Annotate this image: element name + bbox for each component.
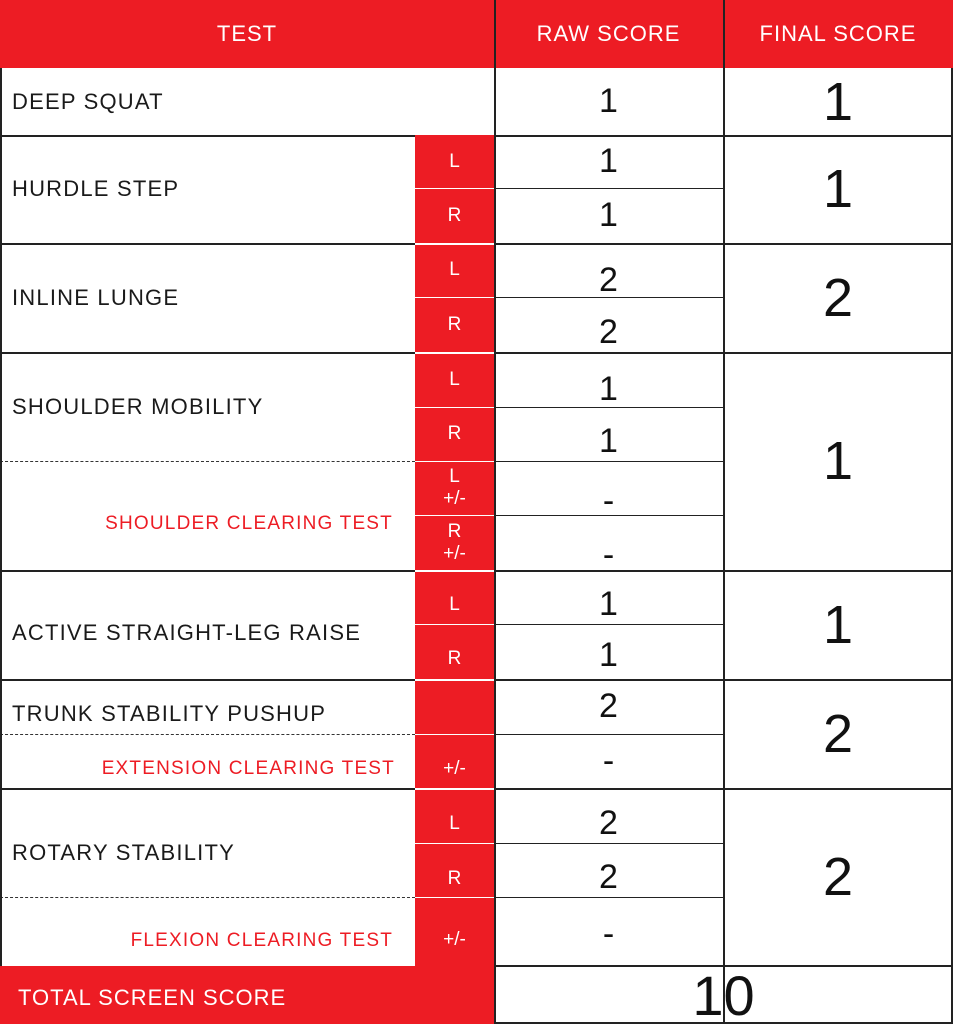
side-left: L bbox=[449, 150, 460, 172]
raw-score: 1 bbox=[599, 370, 618, 408]
side-left: L bbox=[449, 259, 460, 280]
total-screen-score-value: 10 bbox=[692, 963, 755, 1027]
final-score: 2 bbox=[822, 846, 854, 907]
raw-score: 1 bbox=[599, 421, 618, 460]
raw-score: 2 bbox=[599, 312, 618, 351]
header-test: TEST bbox=[216, 21, 278, 46]
raw-score: - bbox=[602, 914, 615, 953]
test-inline-lunge: INLINE LUNGE bbox=[12, 284, 180, 310]
raw-score: 1 bbox=[599, 82, 618, 120]
side-left: L bbox=[449, 594, 460, 615]
raw-score: - bbox=[602, 481, 615, 520]
raw-score: 1 bbox=[599, 142, 618, 180]
shoulder-clearing-test: SHOULDER CLEARING TEST bbox=[105, 512, 393, 534]
side-right: R bbox=[447, 868, 462, 889]
test-hurdle-step: HURDLE STEP bbox=[12, 176, 180, 201]
raw-score: 2 bbox=[599, 803, 618, 842]
raw-score: 1 bbox=[599, 635, 618, 674]
side-left: L bbox=[449, 813, 460, 834]
raw-score: 2 bbox=[599, 260, 618, 299]
extension-clearing-test: EXTENSION CLEARING TEST bbox=[101, 758, 395, 779]
side-left: L bbox=[449, 368, 460, 390]
raw-score: 1 bbox=[599, 584, 618, 623]
header-final-score: FINAL SCORE bbox=[759, 21, 917, 46]
raw-score: - bbox=[602, 741, 615, 780]
final-score: 2 bbox=[822, 703, 854, 764]
final-score: 1 bbox=[822, 431, 854, 491]
final-score: 2 bbox=[822, 267, 854, 328]
test-rotary-stability: ROTARY STABILITY bbox=[12, 840, 235, 865]
raw-score: 2 bbox=[599, 687, 618, 725]
side-right-clearing: R +/- bbox=[443, 520, 466, 564]
side-right: R bbox=[447, 648, 462, 669]
side-clearing: +/- bbox=[443, 928, 466, 950]
final-score: 1 bbox=[822, 159, 854, 219]
final-score: 1 bbox=[822, 71, 854, 132]
flexion-clearing-test: FLEXION CLEARING TEST bbox=[130, 930, 393, 951]
raw-score: - bbox=[602, 535, 615, 574]
final-score: 1 bbox=[822, 594, 854, 655]
side-right: R bbox=[447, 204, 462, 226]
side-right: R bbox=[447, 423, 462, 444]
side-left-clearing: L +/- bbox=[443, 466, 466, 509]
test-trunk-stability-pushup: TRUNK STABILITY PUSHUP bbox=[12, 701, 327, 726]
test-active-straight-leg-raise: ACTIVE STRAIGHT-LEG RAISE bbox=[12, 619, 362, 645]
header-raw-score: RAW SCORE bbox=[536, 21, 681, 46]
side-clearing: +/- bbox=[443, 758, 466, 779]
total-screen-score-label: TOTAL SCREEN SCORE bbox=[18, 985, 287, 1010]
raw-score: 1 bbox=[599, 196, 618, 234]
test-deep-squat: DEEP SQUAT bbox=[12, 88, 164, 114]
side-right: R bbox=[447, 313, 462, 335]
raw-score: 2 bbox=[599, 857, 618, 896]
test-shoulder-mobility: SHOULDER MOBILITY bbox=[12, 393, 264, 419]
